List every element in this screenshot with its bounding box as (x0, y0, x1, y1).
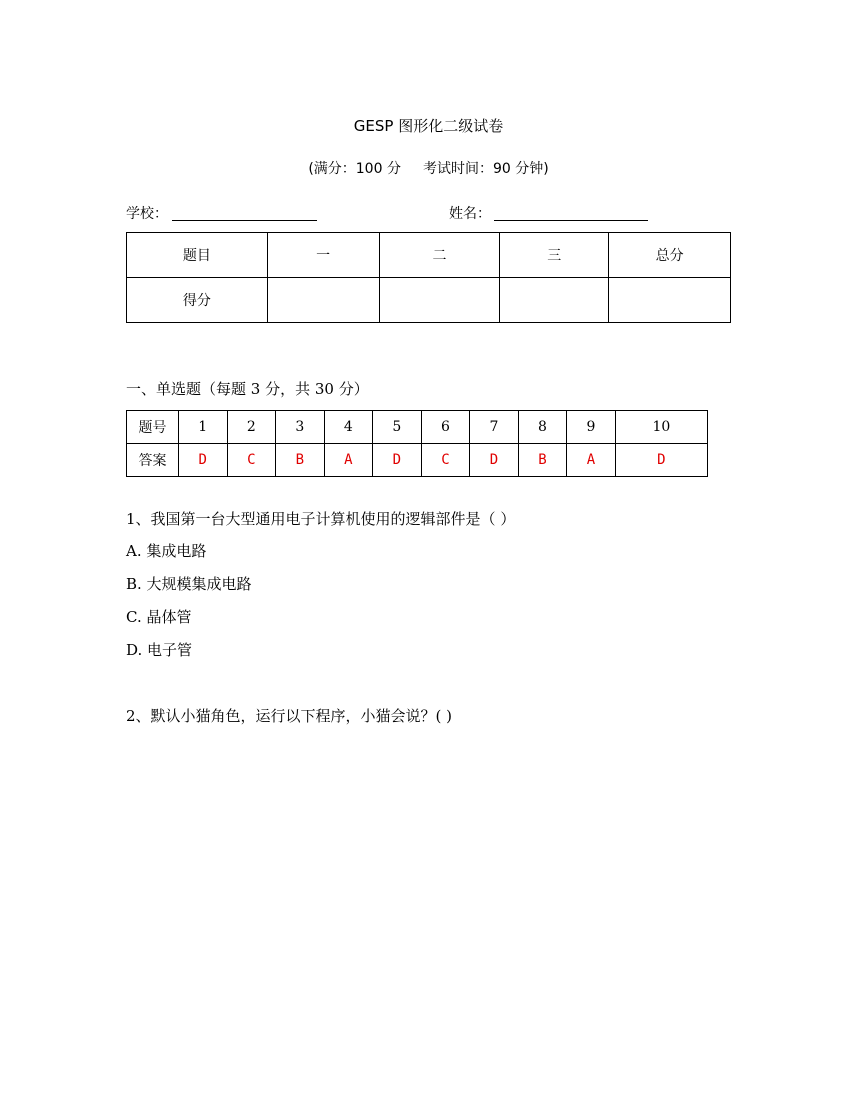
score-cell (267, 278, 379, 323)
section-title: 一、单选题（每题 3 分，共 30 分） (126, 380, 369, 398)
score-header-cell: 一 (267, 233, 379, 278)
score-table-row (127, 278, 731, 323)
question-number: 9 (567, 411, 616, 444)
answer-cell: D (470, 444, 519, 477)
answer-row (127, 444, 708, 477)
school-blank (172, 204, 317, 221)
score-table (126, 232, 731, 323)
answer-cell: B (518, 444, 567, 477)
score-table-header-row (127, 233, 731, 278)
question-1-option-c: C. 晶体管 (126, 608, 192, 626)
score-header-cell: 题目 (127, 233, 268, 278)
question-1-stem: 1、我国第一台大型通用电子计算机使用的逻辑部件是（ ） (126, 510, 516, 528)
question-number: 5 (373, 411, 422, 444)
question-number: 2 (227, 411, 276, 444)
exam-subtitle (0, 158, 857, 178)
question-number: 6 (421, 411, 470, 444)
score-row-label: 得分 (127, 278, 268, 323)
answer-cell: C (421, 444, 470, 477)
question-1-option-d: D. 电子管 (126, 641, 193, 659)
answer-cell: A (567, 444, 616, 477)
question-number: 10 (615, 411, 707, 444)
score-header-cell: 二 (379, 233, 500, 278)
answer-cell: A (324, 444, 373, 477)
answer-cell: B (276, 444, 325, 477)
score-cell (500, 278, 609, 323)
question-2-stem: 2、默认小猫角色，运行以下程序，小猫会说？( ) (126, 707, 453, 725)
answer-number-row (127, 411, 708, 444)
answer-label: 答案 (127, 444, 179, 477)
full-score: (满分：100 分 (308, 161, 401, 177)
score-header-cell: 三 (500, 233, 609, 278)
exam-time: 考试时间：90 分钟) (422, 161, 549, 177)
question-1-option-a: A. 集成电路 (126, 542, 207, 560)
number-label: 题号 (127, 411, 179, 444)
answer-cell: D (373, 444, 422, 477)
question-number: 7 (470, 411, 519, 444)
question-1-option-b: B. 大规模集成电路 (126, 575, 252, 593)
name-blank (494, 204, 648, 221)
question-number: 1 (179, 411, 228, 444)
question-number: 8 (518, 411, 567, 444)
score-cell (609, 278, 731, 323)
question-number: 4 (324, 411, 373, 444)
score-header-cell: 总分 (609, 233, 731, 278)
score-cell (379, 278, 500, 323)
answer-cell: D (615, 444, 707, 477)
exam-title: GESP 图形化二级试卷 (353, 117, 504, 135)
name-label: 姓名： (449, 206, 491, 222)
answer-table (126, 410, 708, 477)
school-label: 学校： (126, 206, 168, 222)
answer-cell: C (227, 444, 276, 477)
question-number: 3 (276, 411, 325, 444)
answer-cell: D (179, 444, 228, 477)
